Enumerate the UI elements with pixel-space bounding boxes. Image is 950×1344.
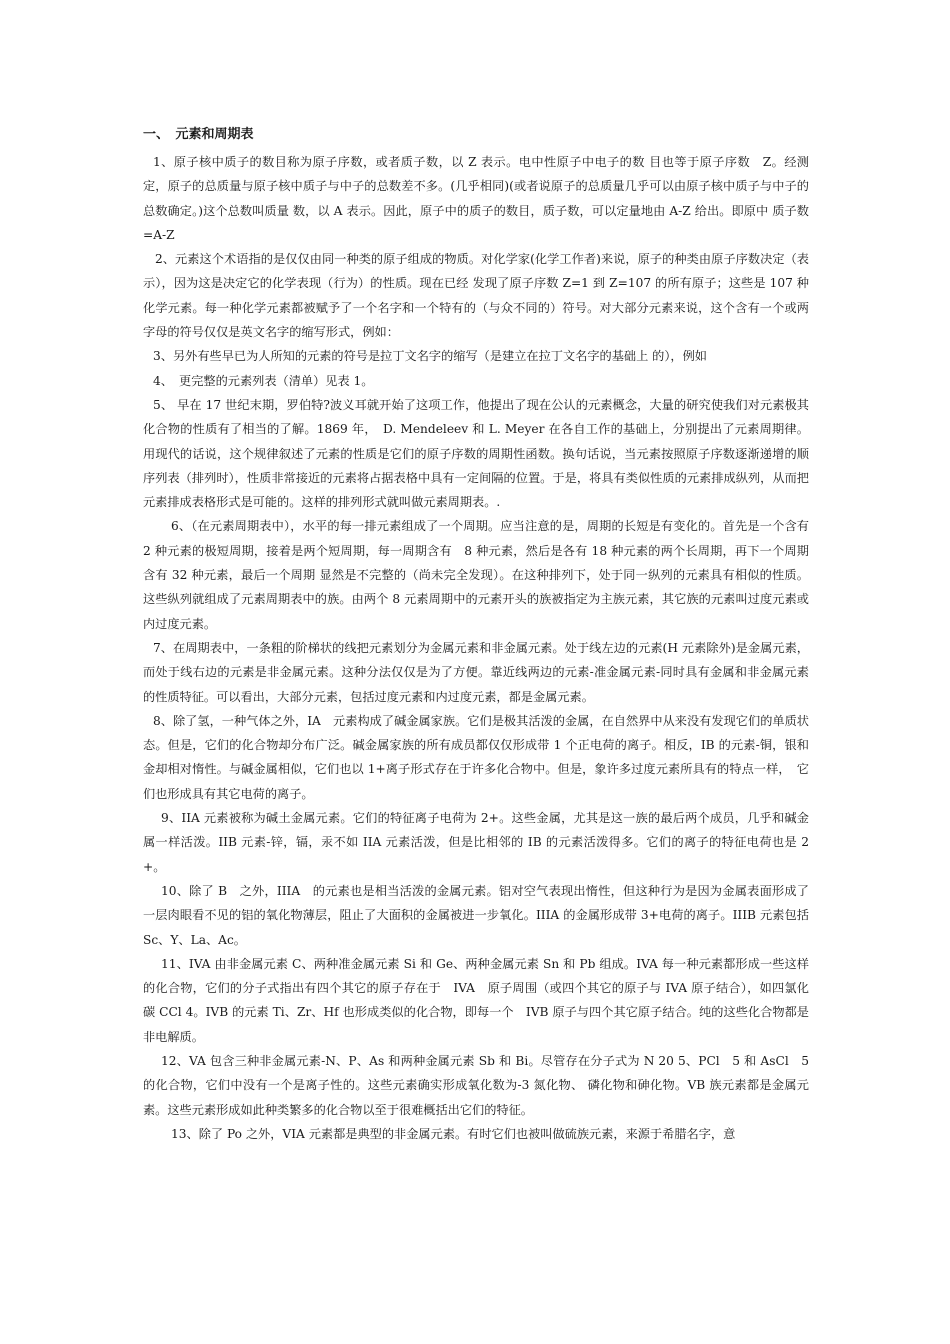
paragraph-9: 9、IIA 元素被称为碱土金属元素。它们的特征离子电荷为 2+。这些金属，尤其是这一族的最后两个成员，几乎和碱金属一样活泼。IIB 元素-锌，镉，汞不如 IIA 元素活泼，但是比相邻的 IB 的元素活泼得多。它们的离子的特征电荷也是 2+。 [143,811,809,874]
paragraph-12: 12、VA 包含三种非金属元素-N、P、As 和两种金属元素 Sb 和 Bi。尽管存在分子式为 N 20 5、PCl 5 和 AsCl 5 的化合物，它们中没有一个是离子性的。这些元素确实形成氧化数为-3 氮化物、 磷化物和砷化物。VB 族元素都是金属元素。这些元素形成如此种类繁多的化合物以至于很难概括出它们的特征。 [143,1053,809,1117]
paragraph-5: 5、 早在 17 世纪末期，罗伯特?波义耳就开始了这项工作，他提出了现在公认的元素概念，大量的研究使我们对元素极其化合物的性质有了相当的了解。1869 年， D. Mendeleev 和 L. Meyer 在各自工作的基础上，分别提出了元素周期律。用现代的话说，这个规律叙述了元素的性质是它们的原子序数的周期性函数。换句话说，当元素按照原子序数逐渐递增的顺序列表（排列时），性质非常接近的元素将占据表格中具有一定间隔的位置。于是，将具有类似性质的元素排成纵列，从而把元素排成表格形式是可能的。这样的排列形式就叫做元素周期表。. [143,397,809,510]
paragraph-10: 10、除了 B 之外，IIIA 的元素也是相当活泼的金属元素。铝对空气表现出惰性，但这种行为是因为金属表面形成了一层肉眼看不见的铝的氧化物薄层，阻止了大面积的金属被进一步氧化。IIIA 的金属形成带 3+电荷的离子。IIIB 元素包括 Sc、Y、La、Ac。 [143,883,809,947]
paragraph-6: 6、（在元素周期表中），水平的每一排元素组成了一个周期。应当注意的是，周期的长短是有变化的。首先是一个含有 2 种元素的极短周期，接着是两个短周期，每一周期含有 8 种元素，然后是各有 18 种元素的两个长周期，再下一个周期含有 32 种元素，最后一个周期 显然是不完整的（尚未完全发现）。在这种排列下，处于同一纵列的元素具有相似的性质。这些纵列就组成了元素周期表中的族。由两个 8 元素周期中的元素开头的族被指定为主族元素，其它族的元素叫过度元素或内过度元素。 [143,519,809,631]
paragraph-7: 7、在周期表中，一条粗的阶梯状的线把元素划分为金属元素和非金属元素。处于线左边的元素(H 元素除外)是金属元素，而处于线右边的元素是非金属元素。这种分法仅仅是为了方便。靠近线两边的元素-准金属元素-同时具有金属和非金属元素的性质特征。可以看出，大部分元素，包括过度元素和内过度元素，都是金属元素。 [143,640,809,704]
paragraph-11: 11、IVA 由非金属元素 C、两种准金属元素 Si 和 Ge、两种金属元素 Sn 和 Pb 组成。IVA 每一种元素都形成一些这样的化合物，它们的分子式指出有四个其它的原子存在于 IVA 原子周围（或四个其它的原子与 IVA 原子结合），如四氯化碳 CCl 4。IVB 的元素 Ti、Zr、Hf 也形成类似的化合物，即每一个 IVB 原子与四个其它原子结合。纯的这些化合物都是非电解质。 [143,956,809,1044]
document-body [143,124,809,1146]
paragraph-8: 8、除了氢，一种气体之外，IA 元素构成了碱金属家族。它们是极其活泼的金属，在自然界中从来没有发现它们的单质状态。但是，它们的化合物却分布广泛。碱金属家族的所有成员都仅仅形成带 1 个正电荷的离子。相反，IB 的元素-铜，银和金却相对惰性。与碱金属相似，它们也以 1+离子形式存在于许多化合物中。但是，象许多过度元素所具有的特点一样， 它们也形成具有其它电荷的离子。 [143,713,809,801]
paragraph-1: 1、原子核中质子的数目称为原子序数，或者质子数，以 Z 表示。电中性原子中电子的数 目也等于原子序数 Z。经测定，原子的总质量与原子核中质子与中子的总数差不多。(几乎相同)(或者说原子的总质量几乎可以由原子核中质子与中子的总数确定。)这个总数叫质量 数，以 A 表示。因此，原子中的质子的数目，质子数，可以定量地由 A-Z 给出。即原中 质子数=A-Z [143,155,809,242]
section-heading: 一、 元素和周期表 [143,127,254,142]
paragraph-3: 3、另外有些早已为人所知的元素的符号是拉丁文名字的缩写（是建立在拉丁文名字的基础上 的），例如 [153,349,707,364]
paragraph-2: 2、元素这个术语指的是仅仅由同一种类的原子组成的物质。对化学家(化学工作者)来说，原子的种类由原子序数决定（表示），因为这是决定它的化学表现（行为）的性质。现在已经 发现了原子序数 Z=1 到 Z=107 的所有原子；这些是 107 种化学元素。每一种化学元素都被赋予了一个名字和一个特有的（与众不同的）符号。对大部分元素来说，这个含有一个或两字母的符号仅仅是英文名字的缩写形式，例如： [143,252,809,340]
paragraph-4: 4、 更完整的元素列表（清单）见表 1。 [153,373,374,388]
paragraph-13: 13、除了 Po 之外，VIA 元素都是典型的非金属元素。有时它们也被叫做硫族元素，来源于希腊名字，意 [171,1126,736,1141]
